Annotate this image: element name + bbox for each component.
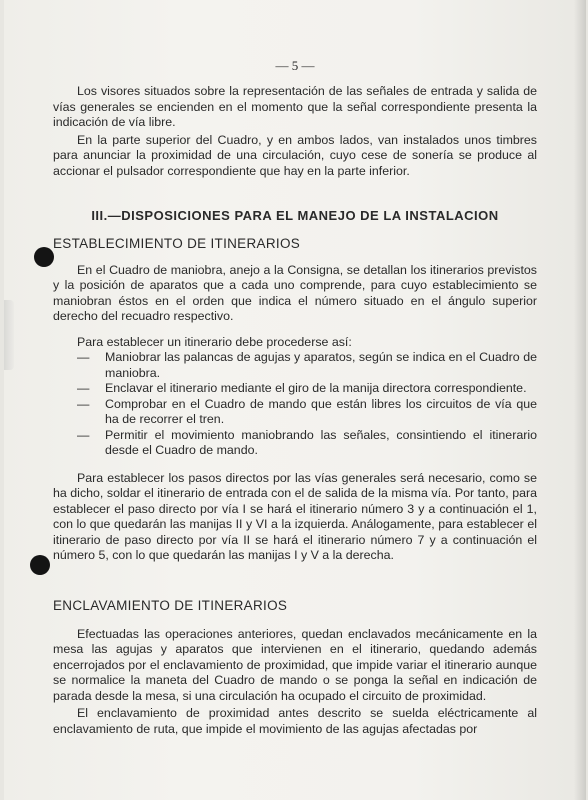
punch-hole [30,555,50,575]
dash-marker: — [77,381,90,395]
page-number: — 5 — [275,58,315,73]
list-item [53,381,537,397]
page-edge-shadow [574,0,586,800]
steps-list [53,350,537,459]
subheading-enclavamiento: ENCLAVAMIENTO DE ITINERARIOS [53,598,288,613]
paragraph: En la parte superior del Cuadro, y en ambos lados, van instalados unos timbres para anunciar la proximidad de una circulación, cuyo cese de sonería se produce al accionar el pulsador correspondiente que hay en la parte inferior. [53,132,537,178]
establecimiento-block [53,236,537,564]
dash-marker: — [77,350,90,364]
dash-marker: — [77,427,90,442]
list-item-text: Enclavar el itinerario mediante el giro de la manija directora correspondiente. [105,381,527,395]
enclavamiento-block [53,598,537,737]
list-item [53,350,537,381]
punch-hole [34,247,54,267]
section-heading-block [53,208,537,224]
list-item-text: Maniobrar las palancas de agujas y aparatos, según se indica en el Cuadro de maniobra. [105,350,537,380]
list-item [53,397,537,428]
paragraph: Para establecer los pasos directos por las vías generales será necesario, como se ha dicho, soldar el itinerario de entrada con el de salida de la misma vía. Por tanto, para establecer el paso directo por vía I se hará el itinerario número 3 y a continuación el 1, con lo que quedarán las manijas II y VI a la izquierda. Análogamente, para establecer el itinerario de paso directo por vía II se hará el itinerario número 7 y a continuación el número 5, con lo que quedarán las manijas I y V a la derecha. [53,470,537,562]
subheading-establecimiento: ESTABLECIMIENTO DE ITINERARIOS [53,236,301,251]
intro-block [53,84,537,179]
list-item [53,428,537,459]
paper-tab [4,300,14,370]
list-item-text: Permitir el movimiento maniobrando las señales, consintiendo el itinerario desde el Cuadro de mando. [105,427,537,457]
dash-marker: — [77,396,90,411]
paragraph: En el Cuadro de maniobra, anejo a la Consigna, se detallan los itinerarios previstos y la posición de aparatos que a cada uno comprende, para cuyo establecimiento se maniobran éstos en el orden que indica el número situado en el ángulo superior derecho del recuadro respectivo. [53,262,537,323]
section-title: III.—DISPOSICIONES PARA EL MANEJO DE LA INSTALACION [91,208,499,223]
list-item-text: Comprobar en el Cuadro de mando que están libres los circuitos de vía que ha de recorrer el tren. [105,396,537,426]
paragraph: Los visores situados sobre la representación de las señales de entrada y salida de vías generales se encienden en el momento que la señal correspondiente presenta la indicación de vía libre. [53,84,537,129]
paragraph: Efectuadas las operaciones anteriores, quedan enclavados mecánicamente en la mesa las agujas y aparatos que intervienen en el itinerario, quedando además encerrojados por el enclavamiento de proximidad, que impide variar el itinerario aunque se normalice la maneta del Cuadro de mando o se ponga la señal en indicación de parada desde la mesa, si una circulación ha ocupado el circuito de proximidad. [53,626,537,703]
paragraph: El enclavamiento de proximidad antes descrito se suelda eléctricamente al enclavamiento de ruta, que impide el movimiento de las agujas afectadas por [53,706,537,736]
paragraph: Para establecer un itinerario debe procederse así: [77,334,352,349]
document-page [4,0,586,800]
